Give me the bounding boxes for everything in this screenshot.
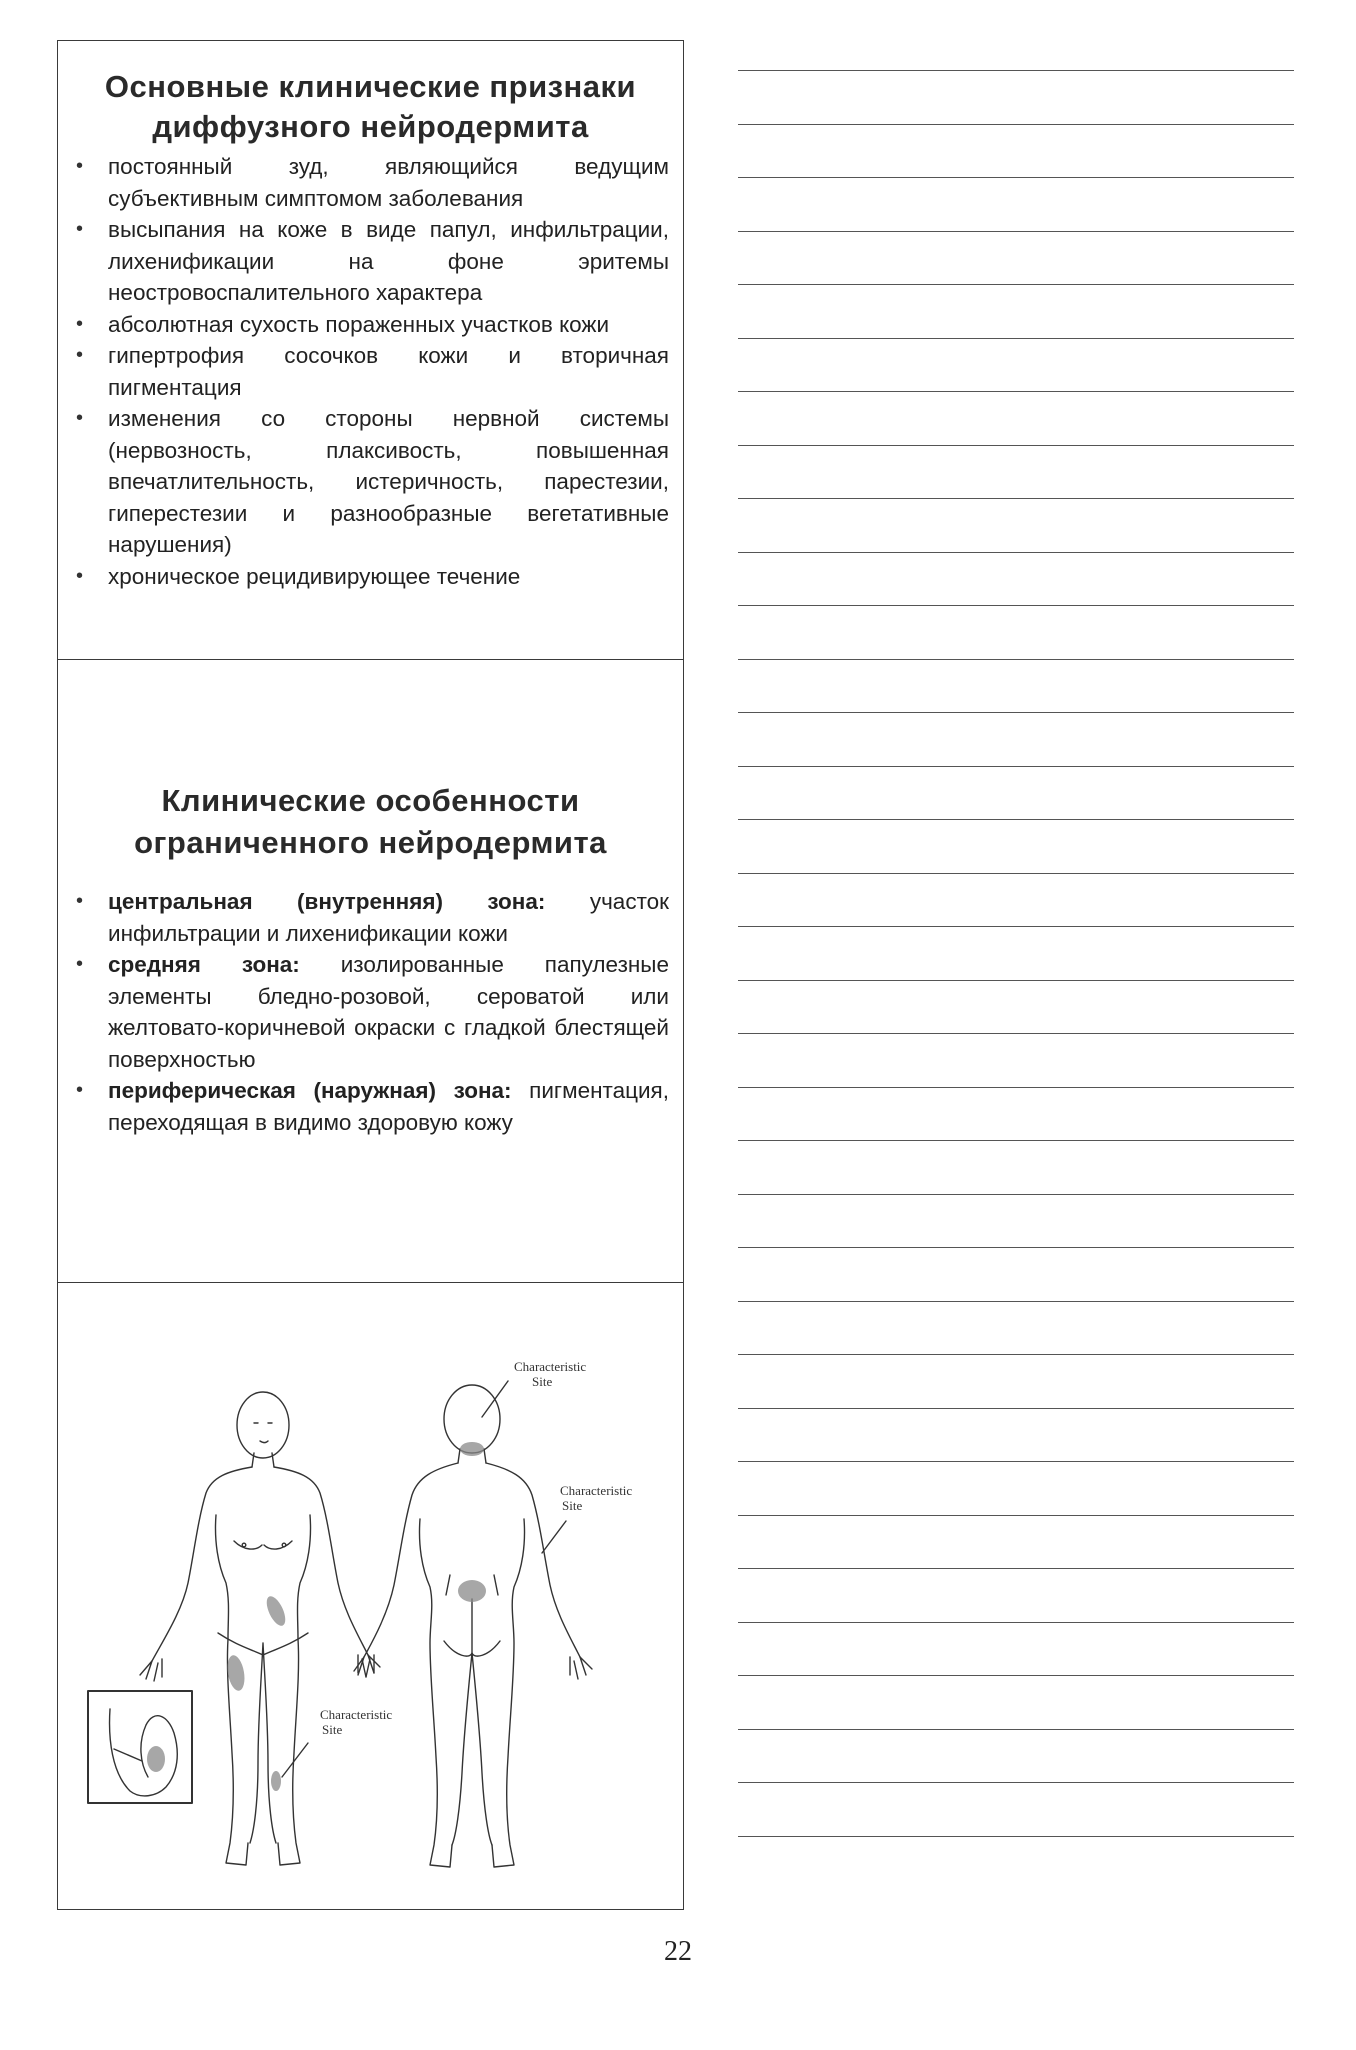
- label-neck: Characteristic Site: [514, 1359, 587, 1389]
- zone-text: изолированные папулезные элементы бледно-розовой, сероватой или желтовато-коричневой окраски с гладкой блестящей поверхностью: [108, 952, 669, 1072]
- list-item: • постоянный зуд, являющийся ведущим субъективным симптомом заболевания: [108, 151, 669, 214]
- note-line: [738, 1354, 1294, 1355]
- note-line: [738, 766, 1294, 767]
- leader-line-arm: [542, 1521, 566, 1553]
- zone-term: средняя зона:: [108, 952, 300, 977]
- note-line: [738, 926, 1294, 927]
- note-line: [738, 338, 1294, 339]
- slide-body-illustration: [58, 1283, 683, 1909]
- list-item: • хроническое рецидивирующее течение: [108, 561, 669, 593]
- note-line: [738, 498, 1294, 499]
- lesion-inset: [147, 1746, 165, 1772]
- slide1-title: [72, 67, 669, 147]
- label-arm: Characteristic Site: [560, 1483, 633, 1513]
- note-line: [738, 1033, 1294, 1034]
- note-line: [738, 1140, 1294, 1141]
- lesion-neck: [460, 1442, 484, 1456]
- note-line: [738, 1782, 1294, 1783]
- inset-box: [88, 1691, 192, 1803]
- slide-localized-neurodermatitis: [58, 660, 683, 1283]
- note-line: [738, 1622, 1294, 1623]
- lesion-sacral: [458, 1580, 486, 1602]
- note-line: [738, 231, 1294, 232]
- list-item: [108, 886, 669, 949]
- note-line: [738, 1729, 1294, 1730]
- slides-column: [57, 40, 684, 1910]
- note-line: [738, 1301, 1294, 1302]
- note-line: [738, 1568, 1294, 1569]
- note-line: [738, 819, 1294, 820]
- note-line: [738, 659, 1294, 660]
- zone-text: участок инфильтрации и лихенификации кожи: [108, 889, 669, 946]
- body-diagram: [58, 1283, 683, 1907]
- note-line: [738, 712, 1294, 713]
- note-line: [738, 391, 1294, 392]
- list-item: [108, 1075, 669, 1138]
- note-line: [738, 284, 1294, 285]
- note-line: [738, 124, 1294, 125]
- note-line: [738, 177, 1294, 178]
- page-number: 22: [664, 1936, 692, 1967]
- slide2-title-line2: ограниченного нейродермита: [134, 825, 607, 860]
- back-figure: [354, 1385, 592, 1867]
- note-line: [738, 1087, 1294, 1088]
- slide1-title-line2: диффузного нейродермита: [152, 109, 589, 144]
- note-line: [738, 1408, 1294, 1409]
- zone-text: пигментация, переходящая в видимо здоровую кожу: [108, 1078, 669, 1135]
- note-line: [738, 70, 1294, 71]
- zone-term: центральная (внутренняя) зона:: [108, 889, 546, 914]
- label-leg: Characteristic Site: [320, 1707, 393, 1737]
- note-line: [738, 1515, 1294, 1516]
- slide2-list: [72, 886, 669, 1138]
- front-figure: [140, 1392, 380, 1865]
- slide-diffuse-neurodermatitis: [58, 41, 683, 660]
- slide2-title: [72, 780, 669, 864]
- list-item: • гипертрофия сосочков кожи и вторичная пигментация: [108, 340, 669, 403]
- list-item: • высыпания на коже в виде папул, инфильтрации, лихенификации на фоне эритемы неостровоспалительного характера: [108, 214, 669, 309]
- note-line: [738, 605, 1294, 606]
- note-lines: [738, 0, 1294, 1900]
- list-item: [108, 949, 669, 1075]
- note-line: [738, 552, 1294, 553]
- zone-term: периферическая (наружная) зона:: [108, 1078, 512, 1103]
- slide2-title-line1: Клинические особенности: [161, 783, 580, 818]
- note-line: [738, 1675, 1294, 1676]
- lesion-front-shin: [271, 1771, 281, 1791]
- note-line: [738, 1836, 1294, 1837]
- leader-line-leg: [282, 1743, 308, 1777]
- note-line: [738, 1461, 1294, 1462]
- note-line: [738, 1247, 1294, 1248]
- slide1-title-line1: Основные клинические признаки: [104, 69, 637, 104]
- note-line: [738, 1194, 1294, 1195]
- note-line: [738, 873, 1294, 874]
- list-item: • изменения со стороны нервной системы (нервозность, плаксивость, повышенная впечатлительность, истеричность, парестезии, гиперестезии и разнообразные вегетативные нарушения): [108, 403, 669, 561]
- list-item: • абсолютная сухость пораженных участков кожи: [108, 309, 669, 341]
- slide1-list: [72, 151, 669, 592]
- lesion-front-inner-thigh: [263, 1594, 289, 1629]
- note-line: [738, 445, 1294, 446]
- note-line: [738, 980, 1294, 981]
- leader-line-neck: [482, 1381, 508, 1417]
